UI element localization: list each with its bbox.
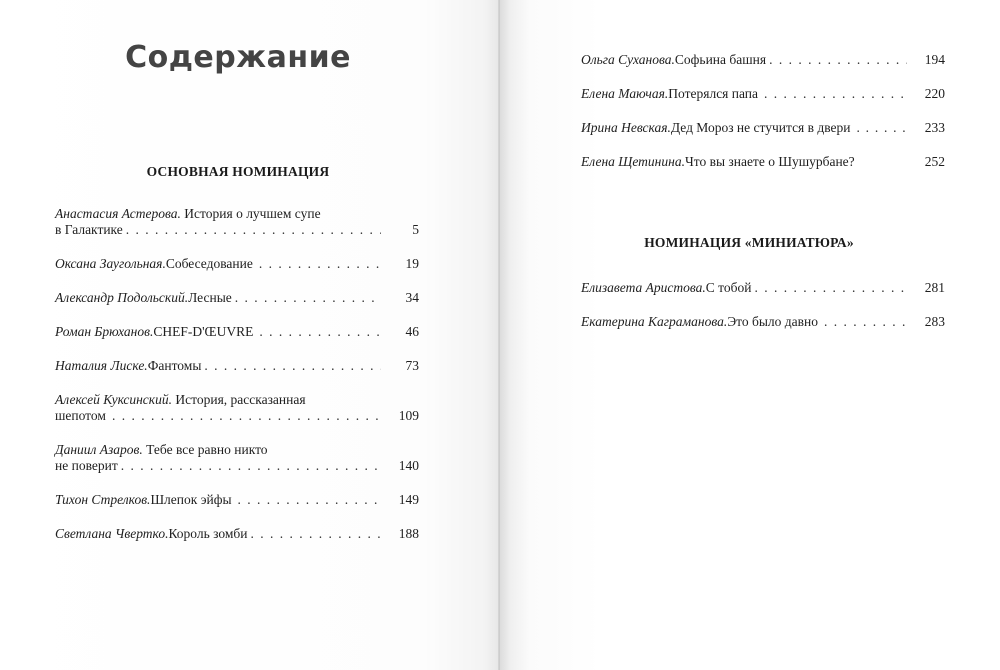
toc-entry[interactable] [55, 256, 419, 272]
entry-author: Елена Маючая. [581, 86, 669, 101]
entry-title: Потерялся папа [668, 86, 759, 101]
entry-title: История о лучшем супе [180, 206, 321, 221]
toc-entry[interactable] [55, 492, 419, 508]
entry-author: Ольга Суханова. [581, 52, 675, 67]
leader-dots [201, 358, 381, 374]
right-page [500, 0, 1000, 670]
entry-title: Дед Мороз не стучится в двери [670, 120, 851, 135]
entry-page-number: 46 [405, 324, 419, 339]
entry-title: CHEF-D'ŒUVRE [153, 324, 254, 339]
entry-page-number: 73 [405, 358, 419, 373]
entry-title: Что вы знаете о Шушурбане? [684, 154, 855, 169]
page-title: Содержание [125, 40, 351, 75]
entry-title: Лесные [188, 290, 232, 305]
leader-dots [232, 290, 381, 306]
leader-dots [232, 492, 381, 508]
toc-entry[interactable] [55, 392, 419, 424]
entry-author: Ирина Невская. [581, 120, 671, 135]
toc-entry[interactable] [581, 120, 945, 136]
entry-title: Софьина башня [674, 52, 767, 67]
entry-author: Роман Брюханов. [55, 324, 154, 339]
entry-title: Собеседование [165, 256, 253, 271]
leader-dots [253, 256, 381, 272]
toc-entry[interactable] [55, 206, 419, 238]
entry-author: Даниил Азаров. [55, 442, 143, 457]
entry-author: Александр Подольский. [55, 290, 189, 305]
entry-title-cont: в Галактике [55, 222, 123, 237]
entry-title: С тобой [705, 280, 752, 295]
leader-dots [253, 324, 381, 340]
entry-page-number: 220 [924, 86, 945, 101]
entry-author: Наталия Лиске. [55, 358, 148, 373]
leader-dots [851, 120, 907, 136]
toc-entry[interactable] [581, 86, 945, 102]
entry-page-number: 34 [405, 290, 419, 305]
entry-title: Фантомы [147, 358, 202, 373]
entry-page-number: 281 [924, 280, 945, 295]
leader-dots [248, 526, 381, 542]
toc-entry[interactable] [581, 52, 945, 68]
toc-entry[interactable] [55, 290, 419, 306]
entry-page-number: 194 [924, 52, 945, 67]
entry-title: Король зомби [168, 526, 248, 541]
toc-entry[interactable] [55, 324, 419, 340]
entry-page-number: 233 [924, 120, 945, 135]
leader-dots [118, 458, 381, 474]
entry-page-number: 140 [398, 458, 419, 473]
toc-entry[interactable] [581, 314, 945, 330]
entry-author: Анастасия Астерова. [55, 206, 181, 221]
entry-author: Тихон Стрелков. [55, 492, 151, 507]
toc-entry[interactable] [55, 442, 419, 474]
leader-dots [758, 86, 907, 102]
section-heading-miniature: НОМИНАЦИЯ «МИНИАТЮРА» [644, 235, 854, 250]
entry-page-number: 19 [405, 256, 419, 271]
entry-author: Екатерина Каграманова. [581, 314, 728, 329]
entry-title: История, рассказанная [172, 392, 306, 407]
entry-author: Оксана Заугольная. [55, 256, 166, 271]
entry-author: Елизавета Аристова. [581, 280, 706, 295]
leader-dots [766, 52, 907, 68]
entry-author: Елена Щетинина. [581, 154, 685, 169]
entry-page-number: 252 [924, 154, 945, 169]
entry-title-cont: шепотом [55, 408, 106, 423]
entry-title-cont: не поверит [55, 458, 118, 473]
leader-dots [818, 314, 907, 330]
entry-title: Тебе все равно никто [142, 442, 268, 457]
leader-dots [106, 408, 381, 424]
entry-page-number: 188 [398, 526, 419, 541]
entry-page-number: 149 [398, 492, 419, 507]
toc-entry[interactable] [55, 526, 419, 542]
section-heading-main: ОСНОВНАЯ НОМИНАЦИЯ [146, 164, 330, 179]
entry-page-number: 283 [924, 314, 945, 329]
entry-page-number: 5 [412, 222, 419, 237]
entry-author: Алексей Куксинский. [55, 392, 172, 407]
leader-dots [123, 222, 381, 238]
toc-entry[interactable] [55, 358, 419, 374]
entry-title: Шлепок эйфы [150, 492, 232, 507]
toc-entry[interactable] [581, 154, 945, 170]
entry-page-number: 109 [398, 408, 419, 423]
entry-title: Это было давно [727, 314, 819, 329]
toc-entry[interactable] [581, 280, 945, 296]
leader-dots [751, 280, 907, 296]
entry-author: Светлана Чвертко. [55, 526, 169, 541]
